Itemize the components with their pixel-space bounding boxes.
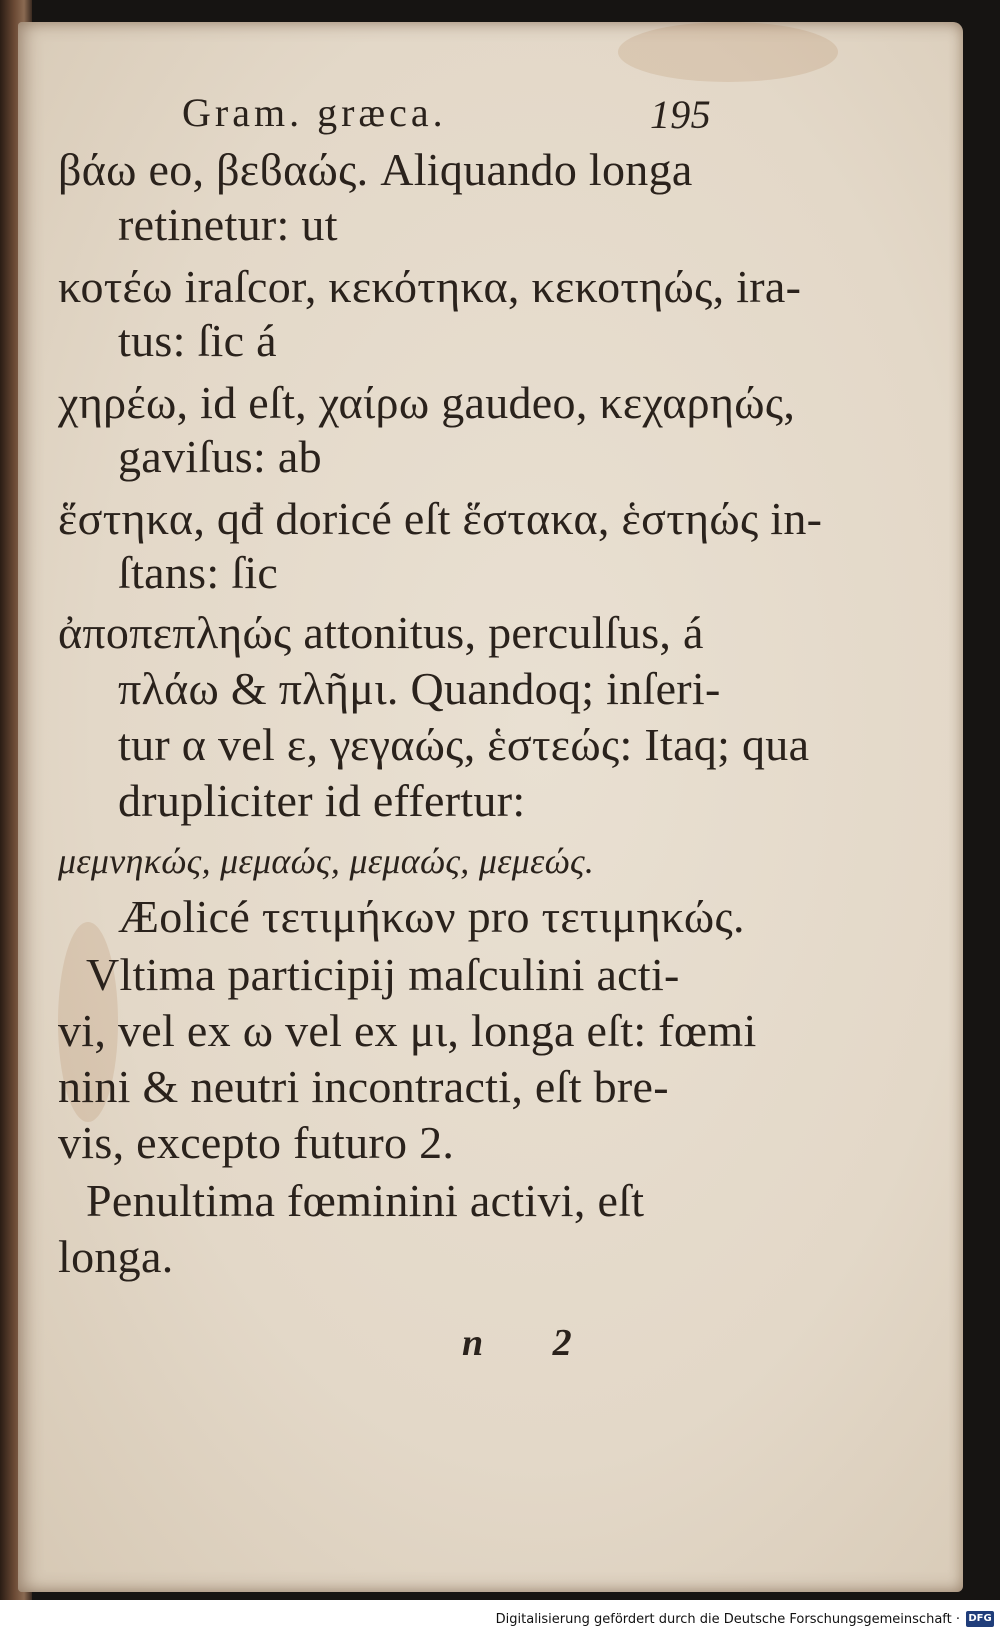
- text-line: tus: ſic á: [118, 315, 277, 366]
- text-line: Æolicé τετιμήκων pro τετιμηκώς.: [118, 891, 745, 942]
- digitization-footer: [0, 1600, 1000, 1642]
- text-line: tur α vel ε, γεγαώς, ἑστεώς: Itaq; qua: [118, 719, 810, 770]
- funding-credit: Digitalisierung gefördert durch die Deutsche Forschungsgemeinschaft ·: [495, 1612, 960, 1627]
- text-line: longa.: [58, 1231, 174, 1282]
- text-line: vis, excepto futuro 2.: [58, 1117, 455, 1168]
- text-line: ἕστηκα, qđ doricé eſt ἕστακα, ἑστηώς in-: [58, 493, 823, 544]
- text-line: πλάω & πλῆμι. Quandoq; inſeri-: [118, 663, 721, 714]
- page-number: 195: [650, 92, 711, 137]
- text-line: μεμνηκώς, μεμαώς, μεμαώς, μεμεώς.: [58, 841, 595, 881]
- dfg-logo: DFG: [966, 1611, 994, 1627]
- text-line: Vltima participij maſculini acti-: [86, 949, 680, 1000]
- text-line: nini & neutri incontracti, eſt bre-: [58, 1061, 669, 1112]
- signature-mark: n 2: [462, 1322, 602, 1364]
- text-line: drupliciter id effertur:: [118, 775, 526, 826]
- text-line: ἀποπεπληώς attonitus, perculſus, á: [58, 607, 704, 658]
- text-line: κοτέω iraſcor, κεκότηκα, κεκοτηώς, ira-: [58, 261, 802, 312]
- text-line: βάω eo, βεϐαώς. Aliquando longa: [58, 144, 693, 195]
- text-line: gaviſus: ab: [118, 431, 322, 482]
- text-line: retinetur: ut: [118, 199, 338, 250]
- running-title: Gram. græca.: [182, 90, 447, 135]
- text-line: χηρέω, id eſt, χαίρω gaudeo, κεχαρηώς,: [58, 377, 796, 428]
- text-line: Penultima fœminini activi, eſt: [86, 1175, 645, 1226]
- text-line: ſtans: ſic: [118, 547, 279, 598]
- text-line: vi, vel ex ω vel ex μι, longa eſt: fœmi: [58, 1005, 757, 1056]
